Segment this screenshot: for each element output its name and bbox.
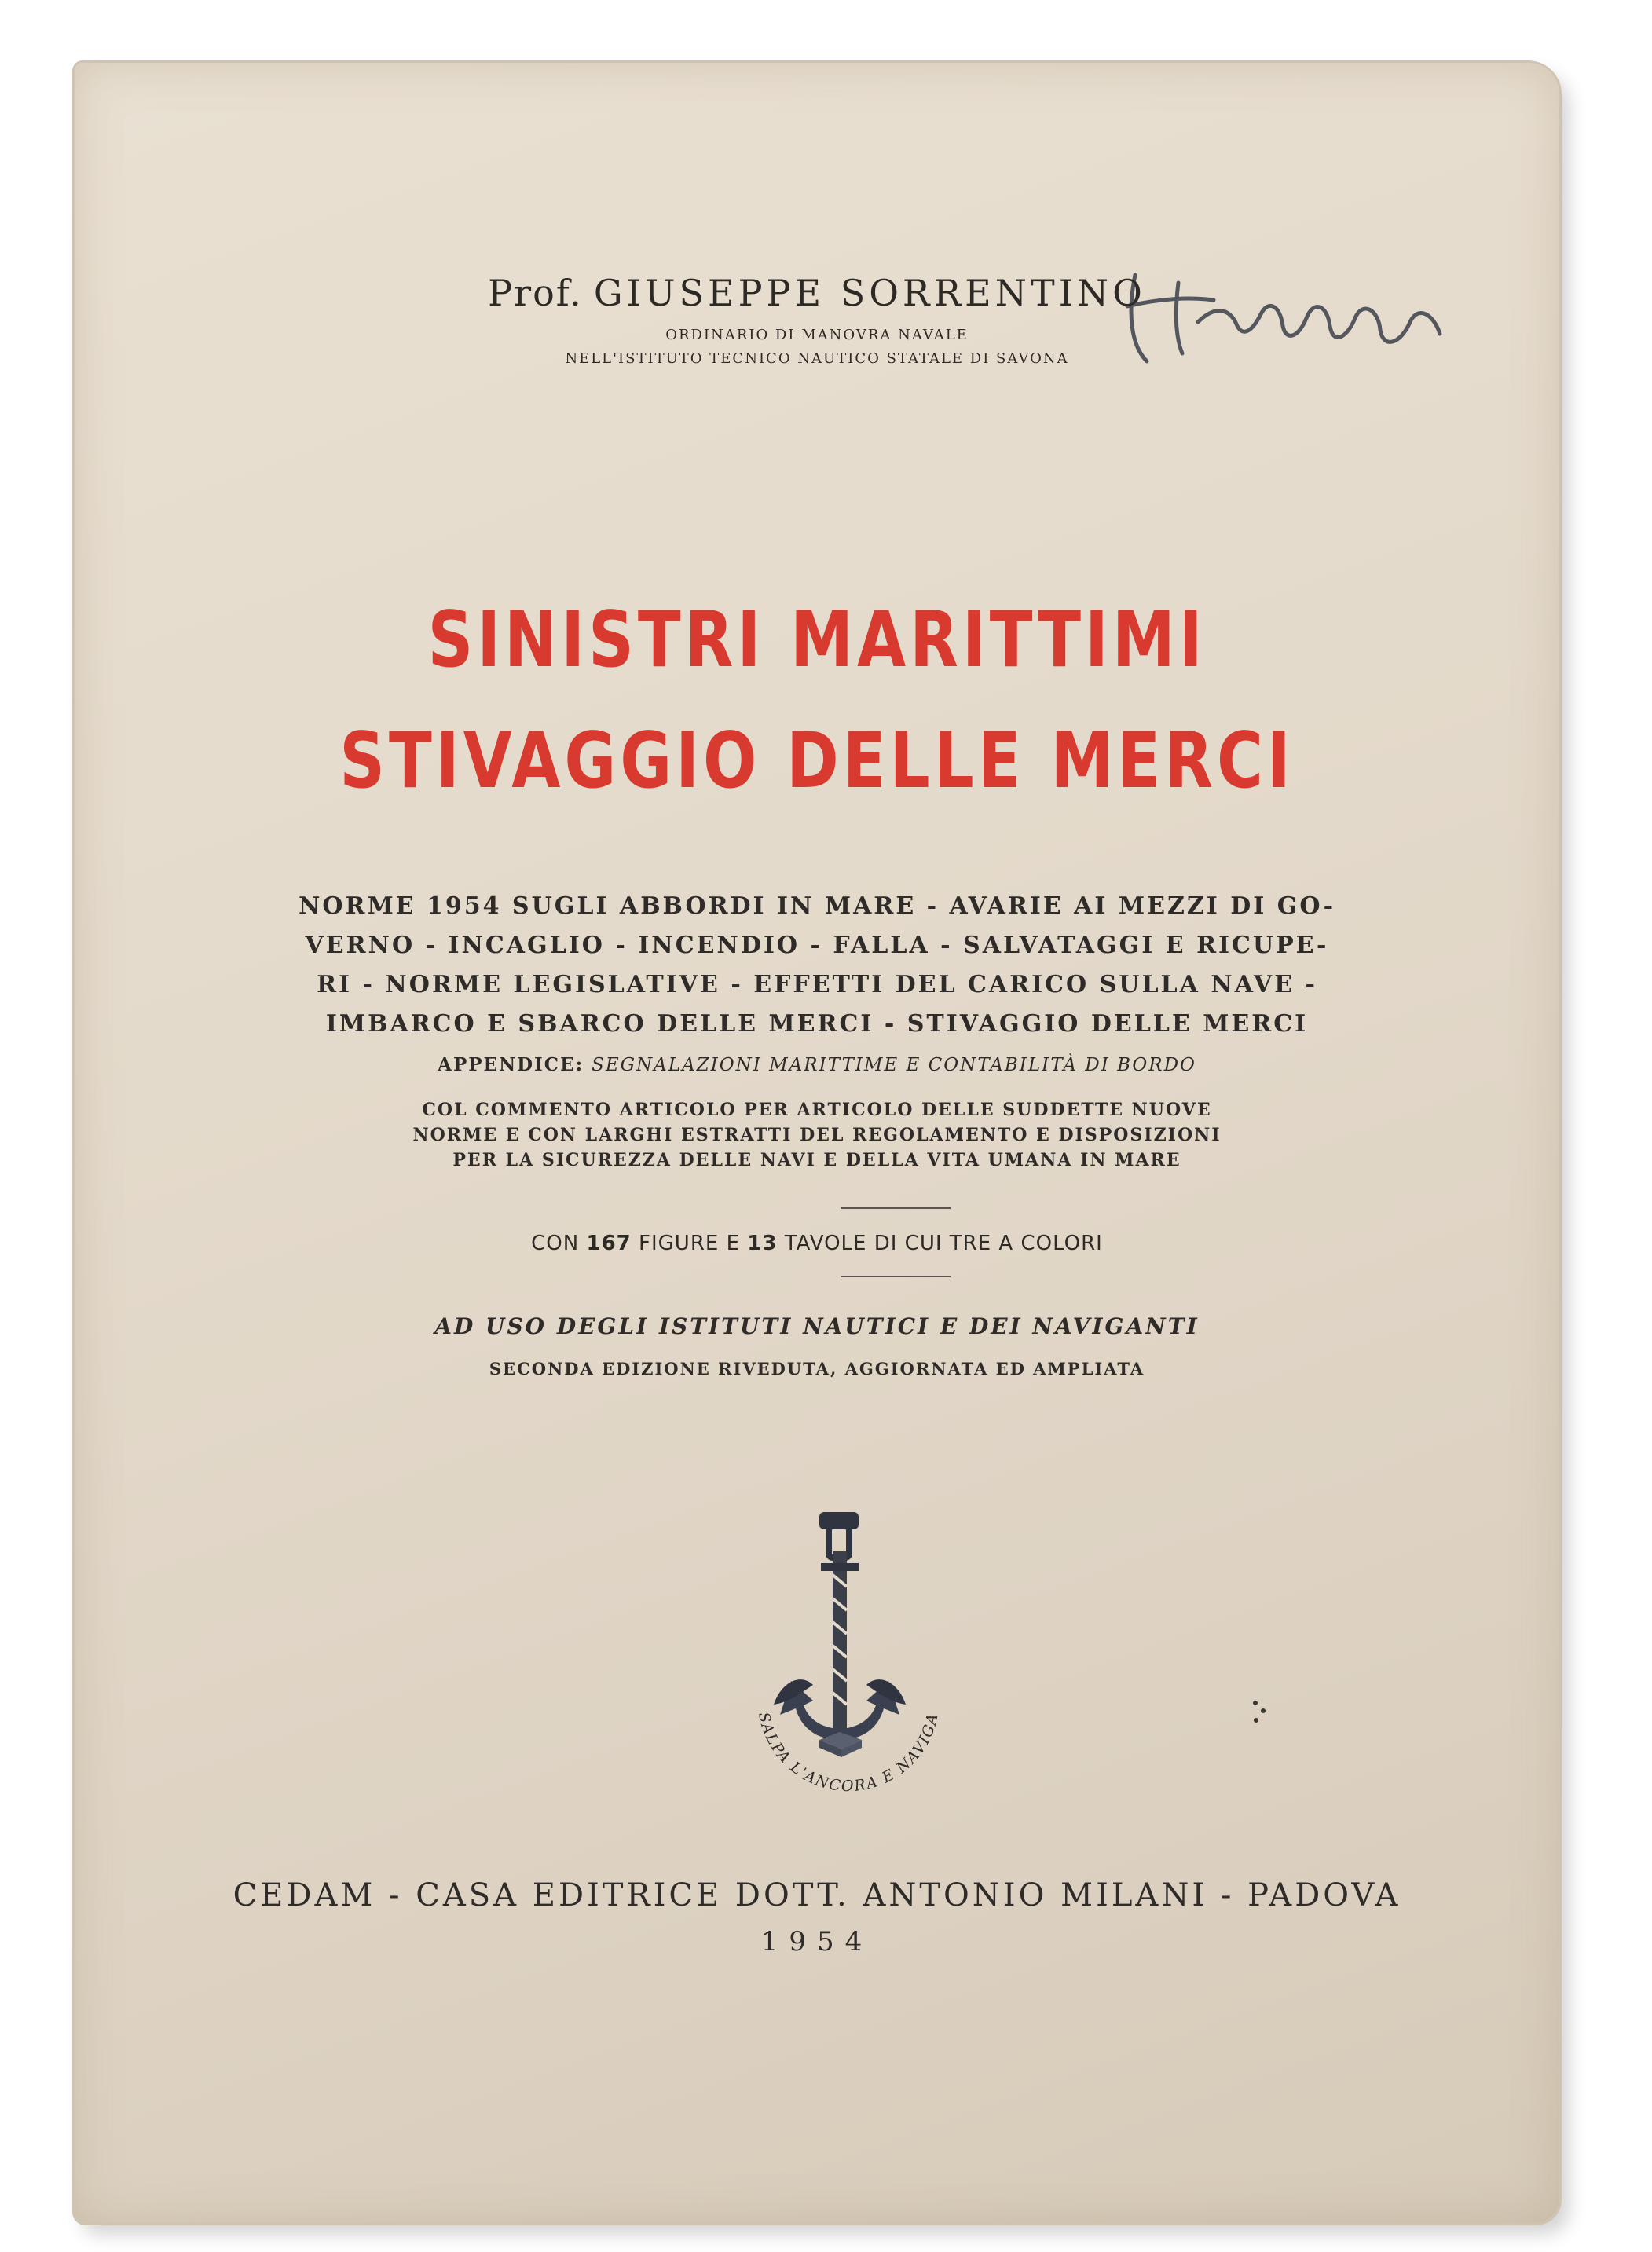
paper-specks [1249, 1697, 1273, 1728]
description-line: RI - NORME LEGISLATIVE - EFFETTI DEL CARICO SULLA NAVE - [317, 971, 1317, 998]
author-title: Prof. [488, 272, 583, 314]
description-line: VERNO - INCAGLIO - INCENDIO - FALLA - SALVATAGGI E RICUPE- [305, 932, 1329, 959]
figures-count: 167 [586, 1232, 632, 1255]
usage-line: AD USO DEGLI ISTITUTI NAUTICI E DEI NAVIGANTI [434, 1313, 1200, 1339]
figures-post: TAVOLE DI CUI TRE A COLORI [784, 1232, 1103, 1255]
plates-count: 13 [747, 1232, 778, 1255]
figures-mid: FIGURE E [639, 1232, 741, 1255]
commentary-line: NORME E CON LARGHI ESTRATTI DEL REGOLAMENTO E DISPOSIZIONI [412, 1125, 1222, 1145]
publisher-line: CEDAM - CASA EDITRICE DOTT. ANTONIO MILANI - PADOVA [233, 1877, 1401, 1913]
divider-rule [841, 1207, 951, 1209]
edition-line: SECONDA EDIZIONE RIVEDUTA, AGGIORNATA ED AMPLIATA [489, 1359, 1145, 1379]
book-title-line-2: STIVAGGIO DELLE MERCI [339, 716, 1295, 806]
description-line: NORME 1954 SUGLI ABBORDI IN MARE - AVARIE AI MEZZI DI GO- [298, 892, 1336, 920]
author-name: GIUSEPPE SORRENTINO [593, 272, 1146, 314]
commentary-line: PER LA SICUREZZA DELLE NAVI E DELLA VITA UMANA IN MARE [452, 1150, 1181, 1170]
appendix-label: APPENDICE: [438, 1054, 584, 1075]
emblem-motto: SALPA L'ANCORA E NAVIGA [755, 1710, 942, 1796]
anchor-emblem-icon [727, 1504, 970, 1834]
author-role-line-2: NELL'ISTITUTO TECNICO NAUTICO STATALE DI SAVONA [565, 350, 1069, 367]
book-cover [75, 63, 1559, 2223]
divider-rule [841, 1276, 951, 1277]
appendix-text: SEGNALAZIONI MARITTIME E CONTABILITÀ DI BORDO [592, 1055, 1196, 1075]
book-title-line-1: SINISTRI MARITTIMI [427, 595, 1207, 685]
commentary-line: COL COMMENTO ARTICOLO PER ARTICOLO DELLE SUDDETTE NUOVE [422, 1100, 1212, 1120]
author-role-line-1: ORDINARIO DI MANOVRA NAVALE [665, 327, 969, 343]
appendix-line [75, 1054, 1559, 1075]
figures-pre: CON [531, 1232, 580, 1255]
author-line [75, 272, 1559, 314]
figures-note [75, 1232, 1559, 1255]
description-line: IMBARCO E SBARCO DELLE MERCI - STIVAGGIO DELLE MERCI [325, 1010, 1309, 1038]
publication-year: 1954 [760, 1926, 874, 1957]
